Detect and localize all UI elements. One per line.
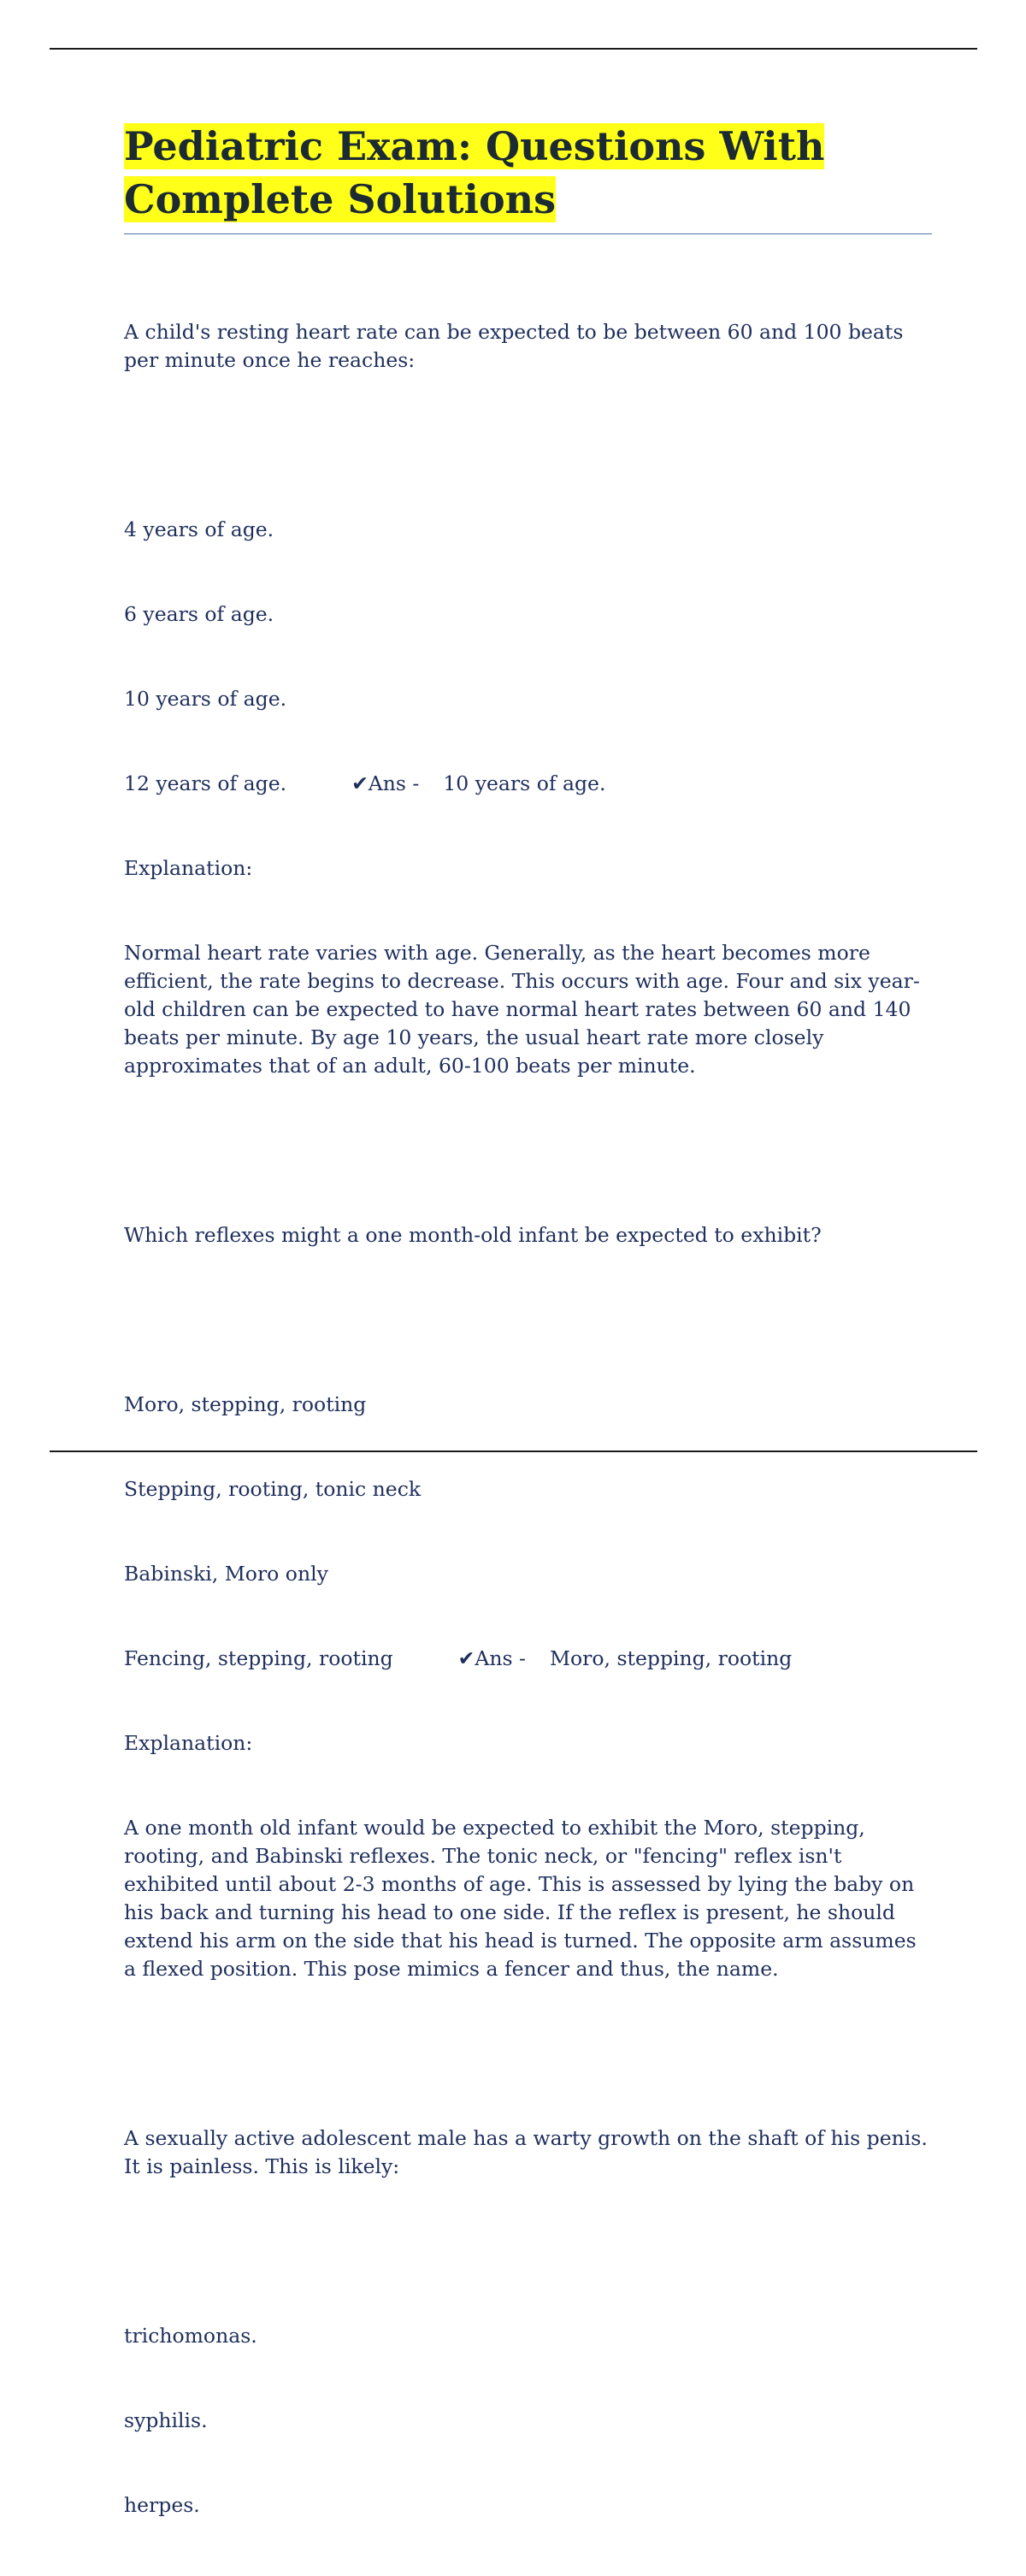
answer-line [124, 1645, 932, 1673]
checkmark-icon: ✔ [351, 771, 369, 795]
option: Babinski, Moro only [124, 1562, 328, 1586]
option: 10 years of age. [124, 687, 287, 711]
explanation-label: Explanation: [124, 856, 253, 880]
answer-prefix: Ans - [368, 771, 420, 795]
explanation-text: Normal heart rate varies with age. Generally, as the heart becomes more efficient, the rate begins to decrease. This occurs with age. Four and six year-old children can be expected to have normal heart rates between 60 and 140 beats per minute. By age 10 years, the usual heart rate more closely approximates that of an adult, 60-100 beats per minute. [124, 941, 920, 1078]
answer-marker [351, 770, 419, 798]
question-block-2 [124, 1165, 932, 2040]
option: syphilis. [124, 2408, 208, 2432]
answer-text: Moro, stepping, rooting [549, 1646, 793, 1670]
question-block-1 [124, 262, 932, 1137]
question-text: Which reflexes might a one month-old infant be expected to exhibit? [124, 1223, 822, 1247]
option: trichomonas. [124, 2324, 257, 2348]
page-title [124, 120, 932, 226]
option: herpes. [124, 2493, 200, 2517]
option: 6 years of age. [124, 602, 274, 626]
option: 4 years of age. [124, 517, 274, 541]
option: Fencing, stepping, rooting [124, 1646, 393, 1670]
checkmark-icon: ✔ [457, 1646, 475, 1670]
page-title-text: Pediatric Exam: Questions With Complete Solutions [124, 123, 825, 222]
answer-text: 10 years of age. [443, 771, 606, 795]
explanation-label: Explanation: [124, 1731, 253, 1755]
answer-line [124, 770, 932, 798]
top-rule [50, 48, 977, 50]
document-body [124, 120, 935, 2576]
title-rule [124, 233, 932, 234]
answer-prefix: Ans - [475, 1646, 526, 1670]
option: 12 years of age. [124, 771, 287, 795]
question-block-3 [124, 2068, 935, 2576]
explanation-text: A one month old infant would be expected to exhibit the Moro, stepping, rooting, and Babinski reflexes. The tonic neck, or "fencing" reflex isn't exhibited until about 2-3 months of age. This is assessed by lying the baby on his back and turning his head to one side. If the reflex is present, he should extend his arm on the side that his head is turned. The opposite arm assumes a flexed position. This pose mimics a fencer and thus, the name. [124, 1816, 923, 1981]
bottom-rule [50, 1450, 977, 1452]
question-text: A sexually active adolescent male has a warty growth on the shaft of his penis. It is painless. This is likely: [124, 2126, 935, 2178]
answer-marker [458, 1645, 526, 1673]
question-text: A child's resting heart rate can be expected to be between 60 and 100 beats per minute once he reaches: [124, 320, 910, 372]
option: Moro, stepping, rooting [124, 1392, 367, 1416]
option: Stepping, rooting, tonic neck [124, 1477, 422, 1501]
